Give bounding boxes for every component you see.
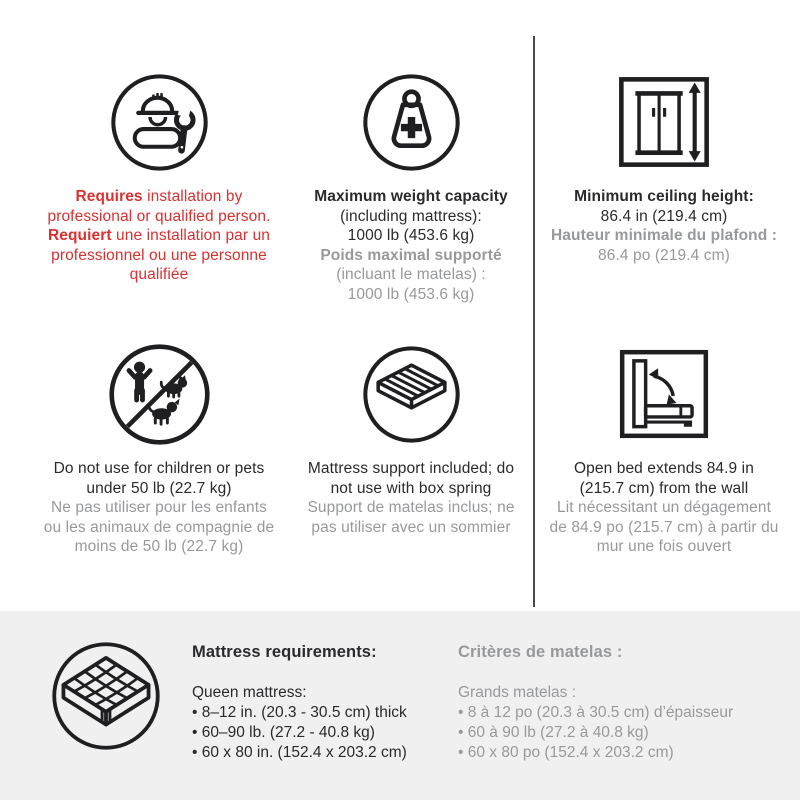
panel-mattress-support <box>289 338 533 537</box>
text-line <box>47 187 270 207</box>
text-segment: de 84.9 po (215.7 cm) à partir du <box>549 518 779 536</box>
no-children-pets-icon <box>107 338 212 450</box>
ceiling-height-text-en <box>551 187 777 226</box>
text-segment: une installation par un <box>111 227 271 244</box>
text-segment: Open bed extends 84.9 in <box>574 460 754 477</box>
list-item: • 60–90 lb. (27.2 - 40.8 kg) <box>192 723 454 743</box>
text-line <box>314 187 508 207</box>
mattress-requirements-title-fr: Critères de matelas : <box>458 643 623 661</box>
mattress-support-icon <box>361 338 462 450</box>
text-segment: 1000 lb (453.6 kg) <box>347 227 475 244</box>
text-line <box>551 187 777 207</box>
text-line <box>47 207 270 227</box>
text-segment: under 50 lb (22.7 kg) <box>86 479 232 497</box>
weight-capacity-text <box>314 187 508 304</box>
text-line <box>551 226 777 246</box>
text-segment: professional or qualified person. <box>47 207 271 225</box>
list-item: • 60 x 80 in. (152.4 x 203.2 cm) <box>192 743 454 763</box>
bold-segment: Requires <box>75 188 143 205</box>
text-segment: Support de matelas inclus; ne <box>307 499 515 516</box>
list-item: • 60 à 90 lb (27.2 à 40.8 kg) <box>458 723 783 743</box>
vertical-divider <box>533 36 535 607</box>
text-line <box>44 537 274 557</box>
text-segment: (215.7 cm) from the wall <box>579 479 749 497</box>
text-segment: (incluant le matelas) : <box>336 266 486 283</box>
text-line <box>47 265 270 285</box>
bold-segment: Maximum weight capacity <box>314 188 508 205</box>
list-item: • 8–12 in. (20.3 - 30.5 cm) thick <box>192 703 454 723</box>
open-bed-clearance-text <box>549 459 778 557</box>
text-line <box>551 246 777 266</box>
text-segment: pas utiliser avec un sommier <box>311 518 511 536</box>
text-line <box>549 459 778 479</box>
weight-icon <box>361 66 462 178</box>
mattress-requirements-en <box>192 642 454 763</box>
bold-segment: Hauteur minimale du plafond : <box>551 227 777 244</box>
weight-capacity-text-fr <box>314 246 508 305</box>
text-line <box>314 265 508 285</box>
list-item: • 60 x 80 po (152.4 x 203.2 cm) <box>458 743 783 763</box>
ceiling-height-text <box>551 187 777 265</box>
panel-installation <box>33 66 285 285</box>
text-line <box>307 518 514 538</box>
text-line <box>314 246 508 266</box>
text-segment: 86.4 po (219.4 cm) <box>598 246 730 264</box>
text-line <box>307 459 514 479</box>
text-line <box>314 226 508 246</box>
mattress-requirements-list-en <box>192 703 454 763</box>
panel-open-bed-clearance <box>539 338 789 557</box>
mattress-icon <box>50 640 162 752</box>
text-line <box>44 459 274 479</box>
no-children-pets-text-fr <box>44 498 274 557</box>
mattress-requirements-fr <box>458 642 783 763</box>
no-children-pets-text <box>44 459 274 557</box>
text-segment: ou les animaux de compagnie de <box>43 518 275 536</box>
ceiling-height-text-fr <box>551 226 777 265</box>
open-bed-clearance-text-en <box>549 459 778 498</box>
text-segment: (including mattress): <box>340 207 482 225</box>
text-segment: moins de 50 lb (22.7 kg) <box>74 538 244 555</box>
text-segment: not use with box spring <box>330 479 492 497</box>
open-bed-icon <box>613 338 715 450</box>
text-line <box>549 498 778 518</box>
mattress-support-text-fr <box>307 498 514 537</box>
bold-segment: Minimum ceiling height: <box>574 188 754 205</box>
text-line <box>549 518 778 538</box>
text-line <box>551 207 777 227</box>
mattress-requirements-title-en: Mattress requirements: <box>192 643 377 661</box>
text-line <box>314 207 508 227</box>
text-segment: qualifiée <box>129 266 189 283</box>
text-line <box>44 498 274 518</box>
panel-no-children-pets <box>33 338 285 557</box>
panel-weight-capacity <box>289 66 533 304</box>
installation-text-fr <box>47 226 270 285</box>
bold-segment: Requiert <box>47 227 112 244</box>
text-segment: 1000 lb (453.6 kg) <box>347 285 475 303</box>
text-line <box>549 537 778 557</box>
mattress-requirements-subtitle-fr: Grands matelas : <box>458 684 577 701</box>
text-segment: Do not use for children or pets <box>53 460 265 477</box>
installer-icon <box>109 66 210 178</box>
text-segment: Ne pas utiliser pour les enfants <box>50 499 267 516</box>
text-line <box>307 479 514 499</box>
text-segment: mur une fois ouvert <box>596 538 732 555</box>
ceiling-height-icon <box>612 66 716 178</box>
mattress-support-text-en <box>307 459 514 498</box>
text-segment: Mattress support included; do <box>307 460 515 477</box>
text-line <box>47 226 270 246</box>
mattress-support-text <box>307 459 514 537</box>
list-item: • 8 à 12 po (20.3 à 30.5 cm) d’épaisseur <box>458 703 783 723</box>
open-bed-clearance-text-fr <box>549 498 778 557</box>
panel-ceiling-height <box>539 66 789 265</box>
text-line <box>314 285 508 305</box>
text-segment: Lit nécessitant un dégagement <box>556 499 771 516</box>
installation-text-en <box>47 187 270 226</box>
mattress-requirements-subtitle-en: Queen mattress: <box>192 684 307 701</box>
text-line <box>549 479 778 499</box>
mattress-requirements-list-fr <box>458 703 783 763</box>
text-segment: professionnel ou une personne <box>51 246 267 264</box>
text-line <box>44 518 274 538</box>
text-segment: 86.4 in (219.4 cm) <box>600 207 728 225</box>
bold-segment: Poids maximal supporté <box>320 246 502 264</box>
installation-text <box>47 187 270 285</box>
no-children-pets-text-en <box>44 459 274 498</box>
text-line <box>47 246 270 266</box>
text-line <box>44 479 274 499</box>
weight-capacity-text-en <box>314 187 508 246</box>
text-segment: installation by <box>142 188 243 205</box>
text-line <box>307 498 514 518</box>
